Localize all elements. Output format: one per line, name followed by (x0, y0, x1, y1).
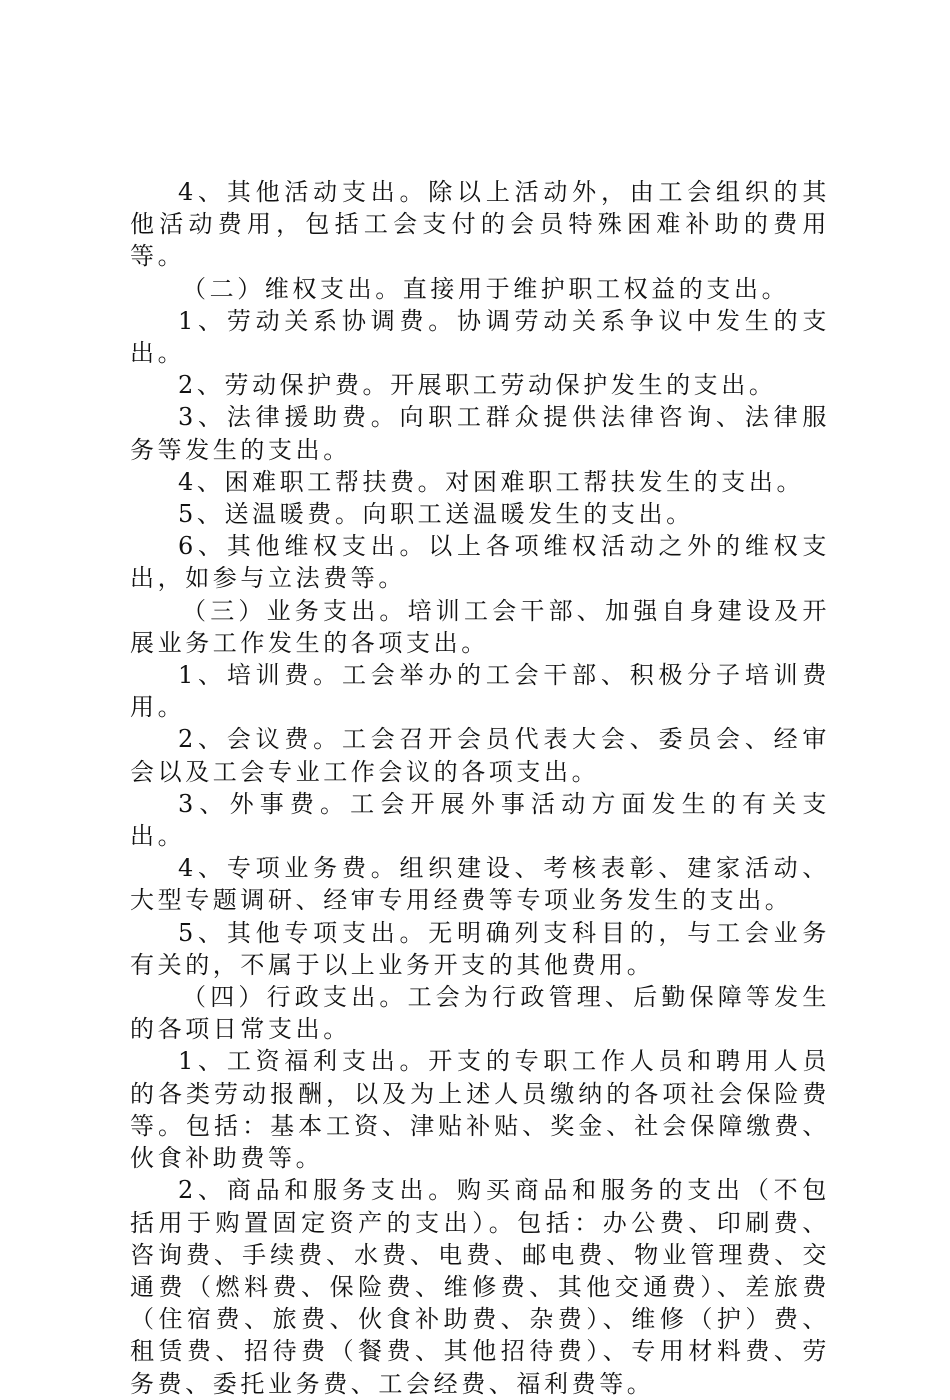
paragraph-goods-services: 2、商品和服务支出。购买商品和服务的支出（不包括用于购置固定资产的支出）。包括：办公费、印刷费、咨询费、手续费、水费、电费、邮电费、物业管理费、交通费（燃料费、保险费、维修费、其他交通费）、差旅费（住宿费、旅费、伙食补助费、杂费）、维修（护）费、租赁费、招待费（餐费、其他招待费）、专用材料费、劳务费、委托业务费、工会经费、福利费等。 (130, 1176, 830, 1398)
section-heading-rights-expense: （二）维权支出。直接用于维护职工权益的支出。 (182, 274, 790, 303)
section-heading-administrative-expense: （四）行政支出。工会为行政管理、后勤保障等发生的各项日常支出。 (130, 983, 830, 1044)
paragraph-meetings: 2、会议费。工会召开会员代表大会、委员会、经审会以及工会专业工作会议的各项支出。 (130, 725, 830, 786)
paragraph-salaries-benefits: 1、工资福利支出。开支的专职工作人员和聘用人员的各类劳动报酬，以及为上述人员缴纳的各项社会保险费等。包括：基本工资、津贴补贴、奖金、社会保障缴费、伙食补助费等。 (130, 1047, 830, 1173)
paragraph-legal-aid: 3、法律援助费。向职工群众提供法律咨询、法律服务等发生的支出。 (130, 403, 830, 464)
paragraph-hardship-support: 4、困难职工帮扶费。对困难职工帮扶发生的支出。 (178, 467, 805, 496)
paragraph-labor-protection: 2、劳动保护费。开展职工劳动保护发生的支出。 (178, 371, 777, 400)
paragraph-training: 1、培训费。工会举办的工会干部、积极分子培训费用。 (130, 661, 830, 722)
paragraph-rights-other: 6、其他维权支出。以上各项维权活动之外的维权支出，如参与立法费等。 (130, 532, 830, 593)
paragraph-special-business: 4、专项业务费。组织建设、考核表彰、建家活动、大型专题调研、经审专用经费等专项业务发生的支出。 (130, 854, 830, 915)
paragraph-business-other: 5、其他专项支出。无明确列支科目的，与工会业务有关的，不属于以上业务开支的其他费用。 (130, 918, 830, 979)
document-body (130, 176, 830, 1400)
paragraph-labor-relations: 1、劳动关系协调费。协调劳动关系争议中发生的支出。 (130, 306, 830, 368)
section-heading-business-expense: （三）业务支出。培训工会干部、加强自身建设及开展业务工作发生的各项支出。 (130, 596, 830, 657)
paragraph-activity-other: 4、其他活动支出。除以上活动外，由工会组织的其他活动费用，包括工会支付的会员特殊困难补助的费用等。 (130, 178, 830, 271)
paragraph-warmth-delivery: 5、送温暖费。向职工送温暖发生的支出。 (178, 500, 694, 529)
paragraph-foreign-affairs: 3、外事费。工会开展外事活动方面发生的有关支出。 (130, 789, 830, 851)
